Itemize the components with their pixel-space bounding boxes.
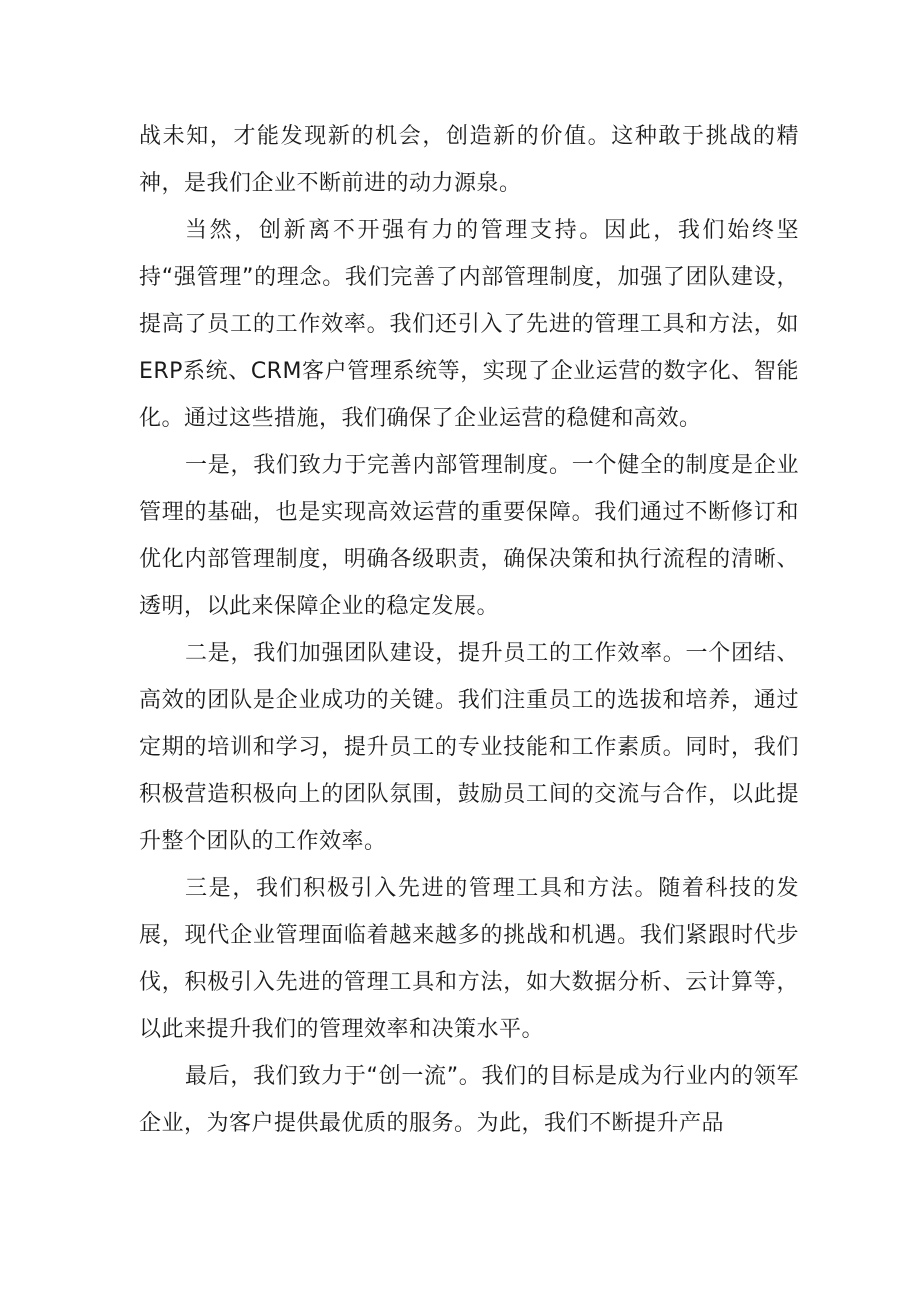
paragraph-point-three: 三是，我们积极引入先进的管理工具和方法。随着科技的发展，现代企业管理面临着越来越多的挑战和机遇。我们紧跟时代步伐，积极引入先进的管理工具和方法，如大数据分析、云计算等，以此来提升我们的管理效率和决策水平。 bbox=[139, 876, 799, 1042]
paragraph-point-two: 二是，我们加强团队建设，提升员工的工作效率。一个团结、高效的团队是企业成功的关键。我们注重员工的选拔和培养，通过定期的培训和学习，提升员工的专业技能和工作素质。同时，我们积极营造积极向上的团队氛围，鼓励员工间的交流与合作，以此提升整个团队的工作效率。 bbox=[139, 641, 799, 854]
paragraph-finally: 最后，我们致力于“创一流”。我们的目标是成为行业内的领军企业，为客户提供最优质的服务。为此，我们不断提升产品 bbox=[139, 1064, 799, 1136]
document-body bbox=[139, 113, 799, 1147]
paragraph-strong-management: 当然，创新离不开强有力的管理支持。因此，我们始终坚持“强管理”的理念。我们完善了内部管理制度，加强了团队建设，提高了员工的工作效率。我们还引入了先进的管理工具和方法，如ERP系统、CRM客户管理系统等，实现了企业运营的数字化、智能化。通过这些措施，我们确保了企业运营的稳健和高效。 bbox=[139, 218, 799, 431]
paragraph-continuation: 战未知，才能发现新的机会，创造新的价值。这种敢于挑战的精神，是我们企业不断前进的动力源泉。 bbox=[139, 124, 799, 196]
paragraph-point-one: 一是，我们致力于完善内部管理制度。一个健全的制度是企业管理的基础，也是实现高效运营的重要保障。我们通过不断修订和优化内部管理制度，明确各级职责，确保决策和执行流程的清晰、透明，以此来保障企业的稳定发展。 bbox=[139, 453, 799, 619]
